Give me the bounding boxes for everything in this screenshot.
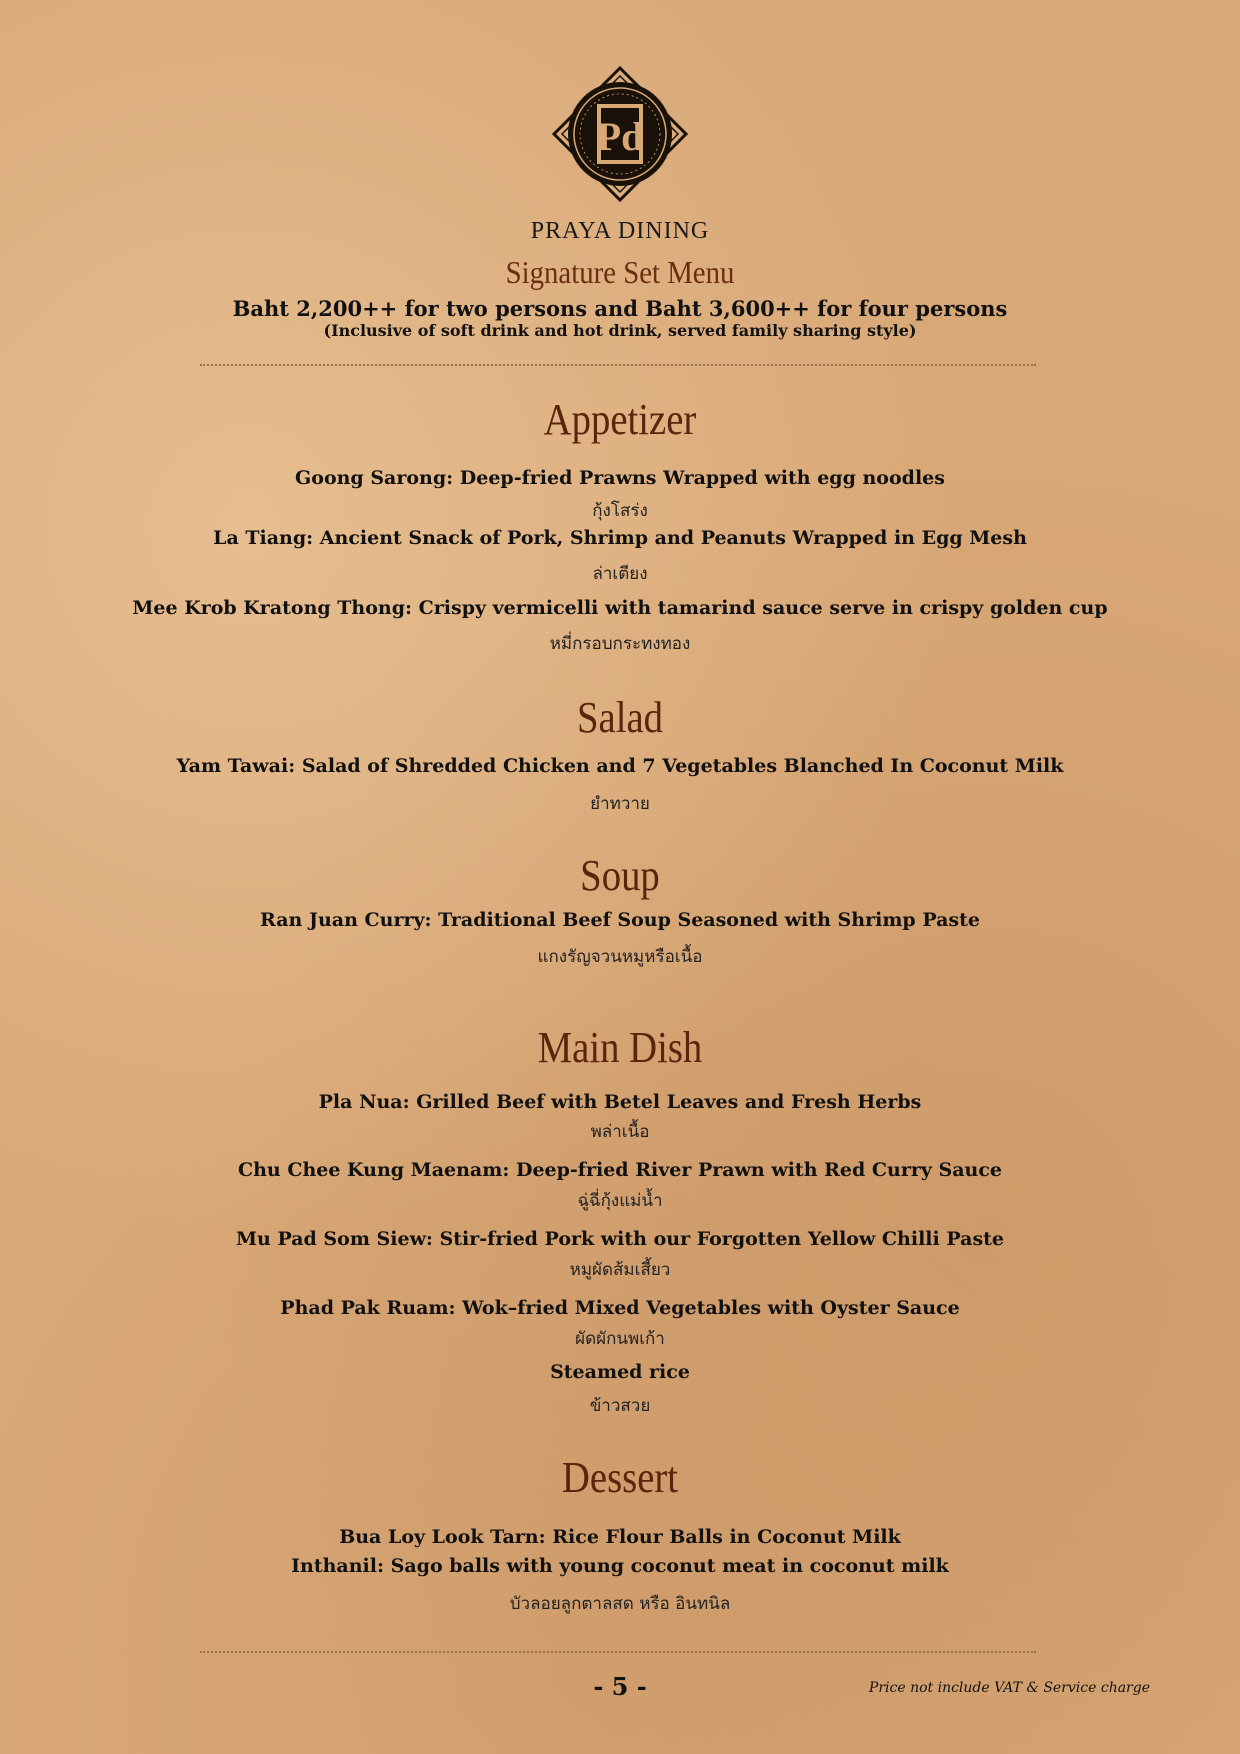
menu-item: La Tiang: Ancient Snack of Pork, Shrimp and Peanuts Wrapped in Egg Mesh bbox=[213, 527, 1027, 549]
menu-item-thai: หมี่กรอบกระทงทอง bbox=[549, 634, 691, 654]
section-title-main-dish: Main Dish bbox=[537, 1023, 703, 1072]
section-title-salad: Salad bbox=[576, 693, 664, 742]
top-divider bbox=[200, 364, 1036, 366]
menu-item-thai: หมูผัดส้มเสี้ยว bbox=[569, 1260, 671, 1280]
menu-item-thai: ยำทวาย bbox=[590, 794, 650, 814]
menu-item-thai: แกงรัญจวนหมูหรือเนื้อ bbox=[537, 947, 703, 967]
menu-item-thai: ล่าเตียง bbox=[592, 564, 648, 584]
menu-item-thai: พล่าเนื้อ bbox=[590, 1122, 650, 1142]
menu-item-thai: ผัดผักนพเก้า bbox=[575, 1329, 665, 1349]
menu-item: Ran Juan Curry: Traditional Beef Soup Seasoned with Shrimp Paste bbox=[260, 909, 980, 931]
page-number: - 5 - bbox=[593, 1672, 647, 1701]
bottom-divider bbox=[200, 1651, 1036, 1653]
price-line: Baht 2,200++ for two persons and Baht 3,600++ for four persons bbox=[232, 296, 1008, 321]
logo-monogram: Pd bbox=[596, 114, 644, 159]
section-title-appetizer: Appetizer bbox=[543, 395, 697, 444]
menu-item-thai: ข้าวสวย bbox=[589, 1396, 651, 1416]
menu-item: Inthanil: Sago balls with young coconut meat in coconut milk bbox=[291, 1555, 949, 1577]
set-menu-title: Signature Set Menu bbox=[505, 254, 735, 290]
inclusion-note: (Inclusive of soft drink and hot drink, served family sharing style) bbox=[323, 321, 917, 340]
menu-item-thai: บัวลอยลูกตาลสด หรือ อินทนิล bbox=[509, 1594, 731, 1614]
menu-item: Mee Krob Kratong Thong: Crispy vermicelli with tamarind sauce serve in crispy golden cup bbox=[132, 597, 1108, 619]
brand-name: PRAYA DINING bbox=[530, 218, 710, 244]
menu-item-thai: กุ้งโสร่ง bbox=[592, 501, 648, 521]
menu-item: Goong Sarong: Deep-fried Prawns Wrapped with egg noodles bbox=[295, 467, 945, 489]
section-title-dessert: Dessert bbox=[561, 1453, 679, 1502]
menu-item: Bua Loy Look Tarn: Rice Flour Balls in Coconut Milk bbox=[339, 1526, 901, 1548]
menu-item: Mu Pad Som Siew: Stir-fried Pork with our Forgotten Yellow Chilli Paste bbox=[235, 1228, 1004, 1250]
price-disclaimer: Price not include VAT & Service charge bbox=[868, 1680, 1150, 1696]
menu-item: Phad Pak Ruam: Wok–fried Mixed Vegetables with Oyster Sauce bbox=[280, 1297, 960, 1319]
menu-item-thai: ฉู่ฉี่กุ้งแม่น้ำ bbox=[577, 1191, 663, 1211]
menu-item: Yam Tawai: Salad of Shredded Chicken and 7 Vegetables Blanched In Coconut Milk bbox=[176, 755, 1064, 777]
menu-item: Pla Nua: Grilled Beef with Betel Leaves and Fresh Herbs bbox=[318, 1091, 922, 1113]
menu-item: Chu Chee Kung Maenam: Deep-fried River Prawn with Red Curry Sauce bbox=[237, 1159, 1003, 1181]
menu-item: Steamed rice bbox=[550, 1361, 690, 1383]
section-title-soup: Soup bbox=[580, 851, 660, 900]
praya-dining-logo bbox=[550, 64, 690, 204]
